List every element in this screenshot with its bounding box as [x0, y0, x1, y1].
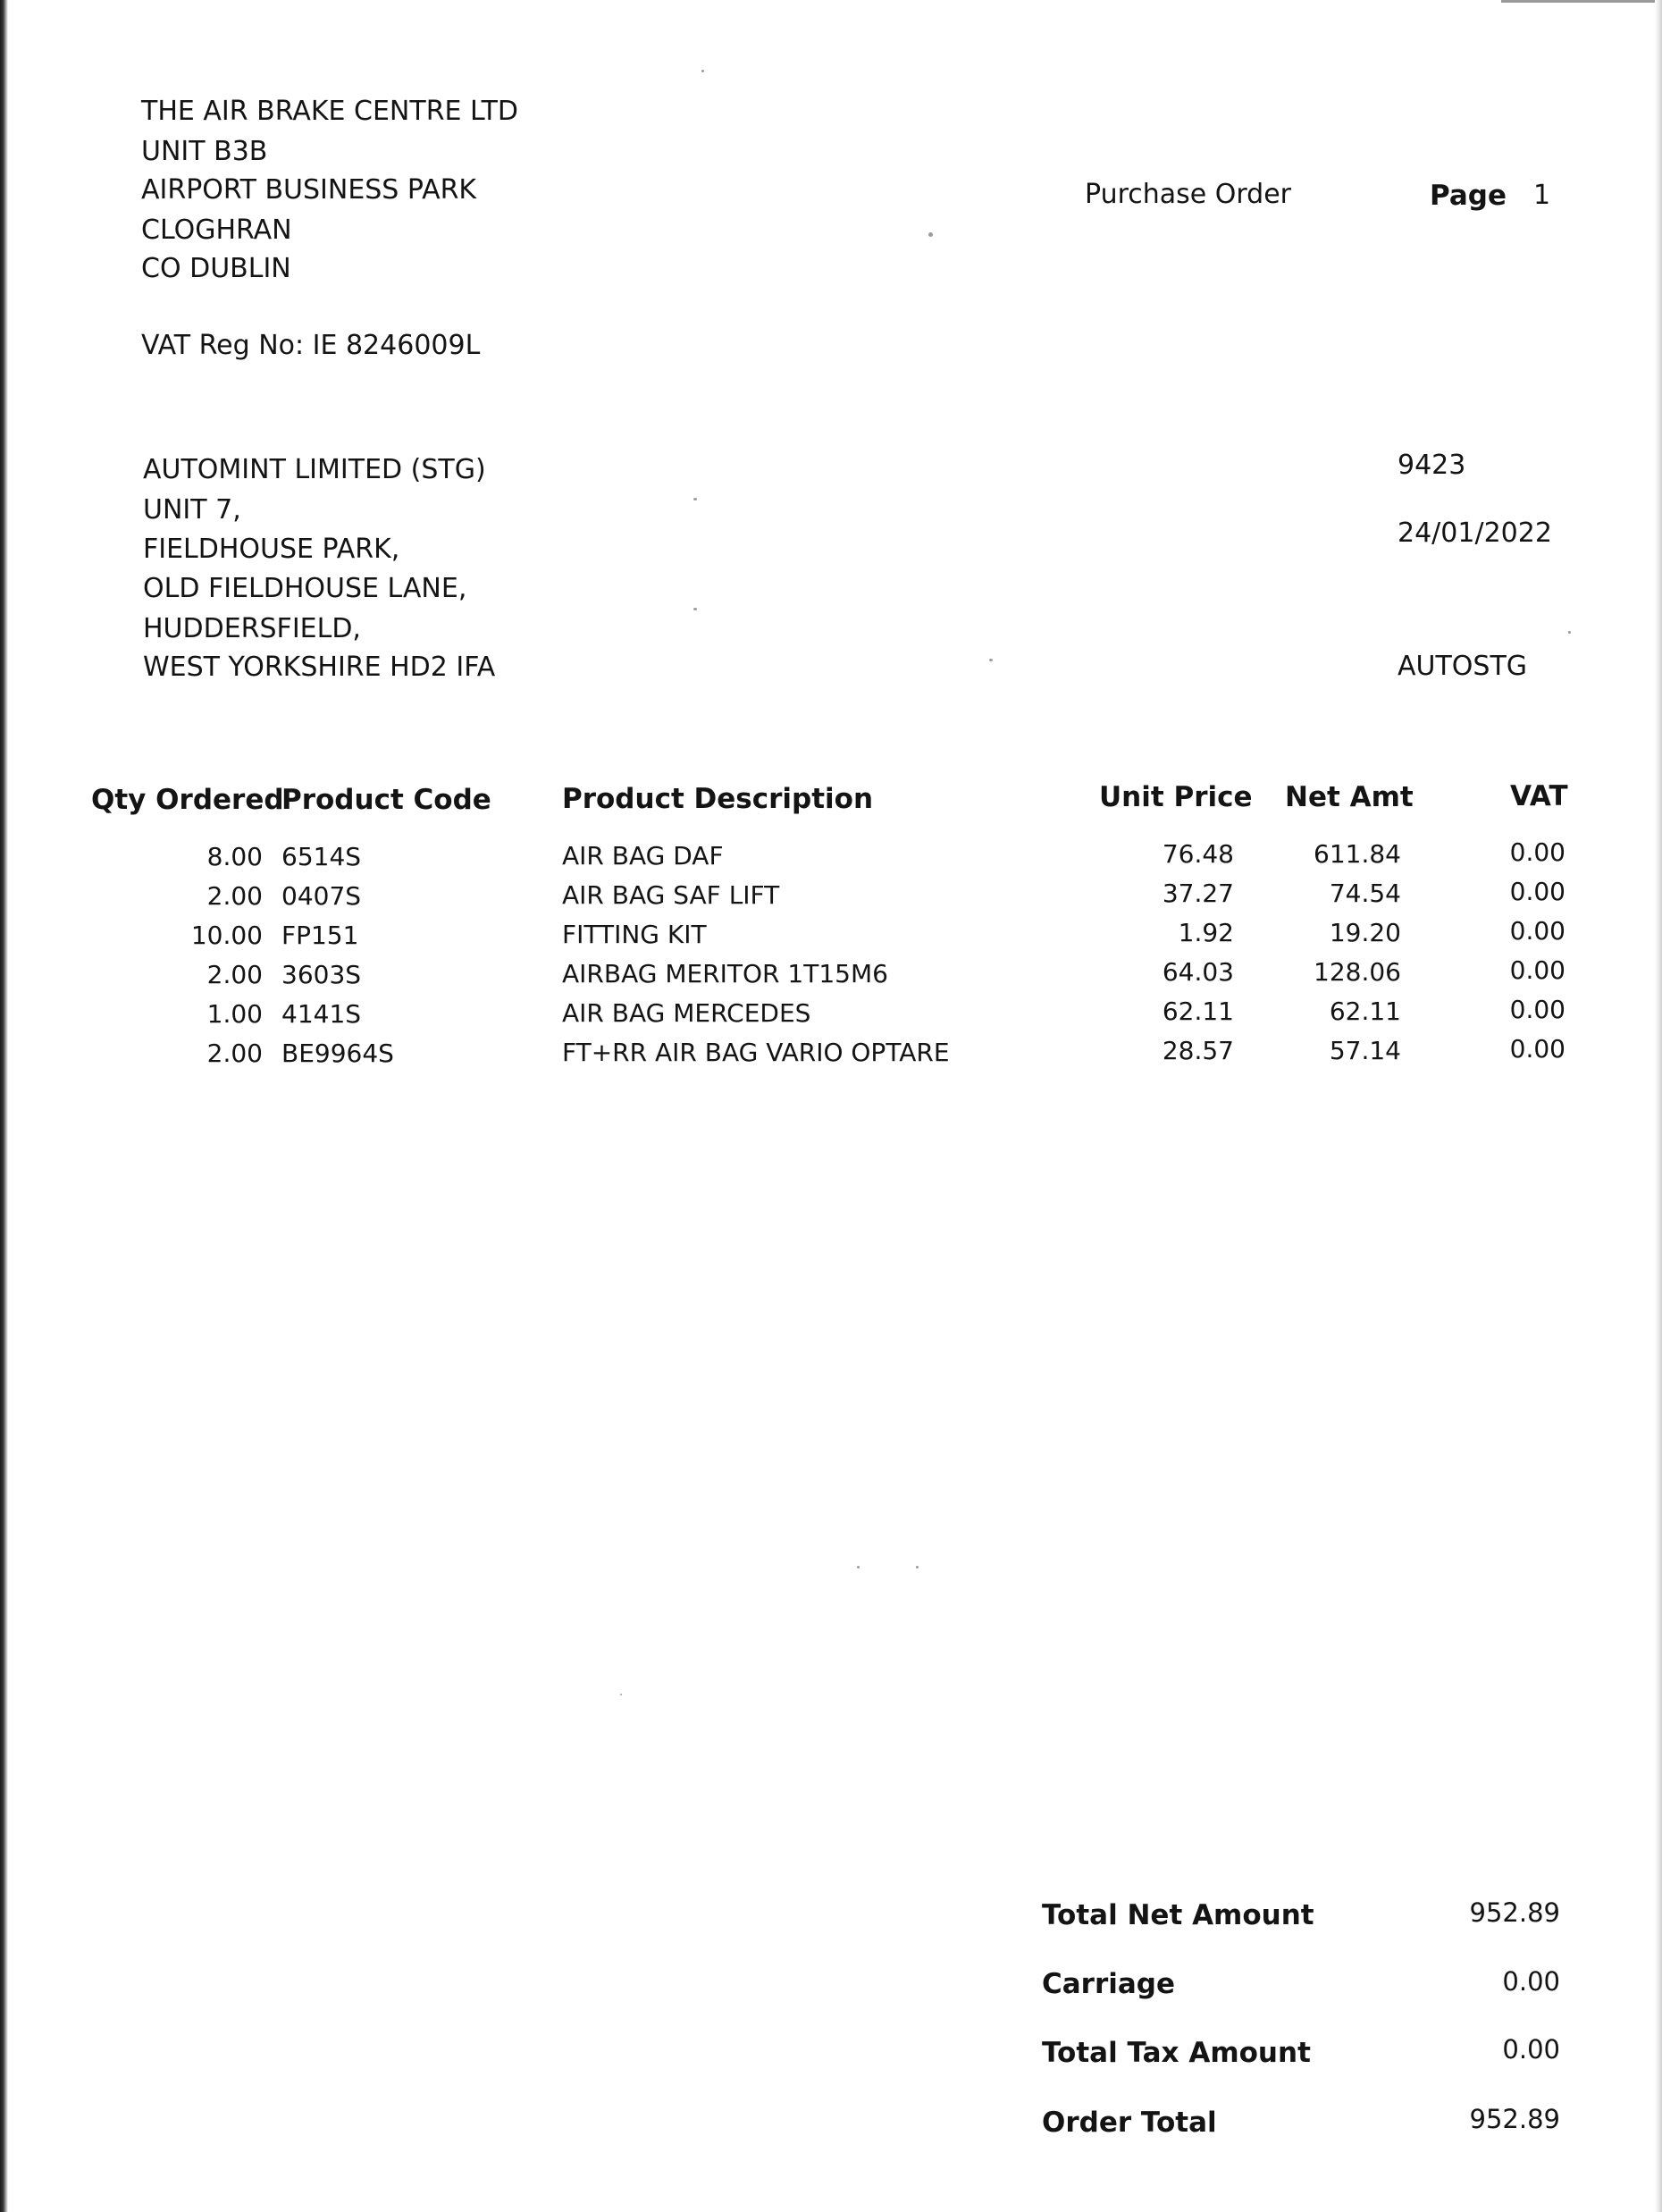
vat-cell: 0.00	[1509, 1034, 1565, 1064]
unit-price-cell: 64.03	[1162, 957, 1234, 987]
scan-speck	[1568, 631, 1571, 634]
description-cell: AIRBAG MERITOR 1T15M6	[562, 959, 888, 988]
unit-price-cell: 1.92	[1178, 918, 1234, 947]
carriage-label: Carriage	[1042, 1968, 1176, 2000]
header-product-code: Product Code	[281, 784, 491, 816]
net-amt-cell: 19.20	[1329, 918, 1401, 947]
supplier-address-line: CO DUBLIN	[141, 253, 291, 284]
vat-cell: 0.00	[1509, 955, 1565, 985]
net-amt-cell: 74.54	[1329, 879, 1401, 908]
recipient-name: AUTOMINT LIMITED (STG)	[143, 454, 486, 485]
supplier-address-line: AIRPORT BUSINESS PARK	[141, 174, 477, 206]
product-code-cell: 4141S	[281, 999, 362, 1029]
recipient-address-line: UNIT 7,	[143, 494, 241, 526]
description-cell: AIR BAG MERCEDES	[562, 998, 811, 1028]
order-total-label: Order Total	[1042, 2107, 1217, 2139]
order-number: 9423	[1398, 450, 1466, 481]
recipient-address-line: FIELDHOUSE PARK,	[143, 534, 400, 565]
carriage-value: 0.00	[1502, 1966, 1560, 1997]
table-row	[0, 1034, 1662, 1078]
total-tax-amount-label: Total Tax Amount	[1042, 2037, 1311, 2069]
header-unit-price: Unit Price	[1099, 781, 1253, 813]
product-code-cell: 3603S	[281, 960, 362, 989]
vat-reg-number: VAT Reg No: IE 8246009L	[141, 330, 481, 361]
total-tax-amount-value: 0.00	[1502, 2034, 1560, 2065]
total-net-amount-value: 952.89	[1469, 1897, 1560, 1928]
table-row	[0, 837, 1662, 881]
qty-cell: 10.00	[190, 921, 263, 950]
recipient-address-line: OLD FIELDHOUSE LANE,	[143, 573, 467, 604]
scan-speck	[693, 608, 697, 610]
scan-edge-left	[0, 0, 8, 2212]
table-row	[0, 955, 1662, 999]
order-date: 24/01/2022	[1398, 517, 1552, 549]
unit-price-cell: 76.48	[1162, 839, 1234, 869]
account-code: AUTOSTG	[1398, 651, 1528, 682]
page-number: 1	[1533, 180, 1551, 211]
qty-cell: 1.00	[206, 999, 263, 1029]
scan-speck	[928, 232, 933, 237]
unit-price-cell: 62.11	[1162, 997, 1234, 1026]
page-label: Page	[1430, 180, 1507, 212]
order-total-value: 952.89	[1469, 2104, 1560, 2134]
description-cell: AIR BAG SAF LIFT	[562, 880, 780, 910]
total-net-amount-label: Total Net Amount	[1042, 1899, 1314, 1931]
scan-speck	[916, 1566, 919, 1569]
qty-cell: 2.00	[206, 960, 263, 989]
product-code-cell: 0407S	[281, 881, 362, 911]
description-cell: FITTING KIT	[562, 920, 707, 949]
vat-cell: 0.00	[1509, 995, 1565, 1024]
vat-cell: 0.00	[1509, 837, 1565, 867]
header-qty-ordered: Qty Ordered	[91, 784, 284, 816]
vat-cell: 0.00	[1509, 877, 1565, 906]
net-amt-cell: 62.11	[1329, 997, 1401, 1026]
recipient-address-line: WEST YORKSHIRE HD2 IFA	[143, 652, 496, 683]
header-net-amt: Net Amt	[1285, 781, 1414, 813]
net-amt-cell: 57.14	[1329, 1036, 1401, 1065]
unit-price-cell: 37.27	[1162, 879, 1234, 908]
net-amt-cell: 611.84	[1314, 839, 1401, 869]
recipient-address-line: HUDDERSFIELD,	[143, 613, 361, 644]
supplier-address-line: CLOGHRAN	[141, 214, 292, 246]
description-cell: AIR BAG DAF	[562, 841, 724, 871]
description-cell: FT+RR AIR BAG VARIO OPTARE	[562, 1038, 950, 1067]
table-row	[0, 916, 1662, 960]
vat-cell: 0.00	[1509, 916, 1565, 946]
header-product-description: Product Description	[562, 783, 874, 815]
table-row	[0, 995, 1662, 1039]
scan-speck	[620, 1694, 622, 1695]
qty-cell: 8.00	[206, 842, 263, 871]
document-title: Purchase Order	[1085, 179, 1292, 210]
product-code-cell: BE9964S	[281, 1039, 394, 1068]
table-row	[0, 877, 1662, 921]
scan-speck	[857, 1566, 860, 1569]
scan-edge-right	[1655, 0, 1662, 2212]
supplier-address-line: UNIT B3B	[141, 136, 268, 167]
net-amt-cell: 128.06	[1314, 957, 1401, 987]
product-code-cell: 6514S	[281, 842, 362, 871]
scan-speck	[693, 498, 697, 500]
qty-cell: 2.00	[206, 1039, 263, 1068]
scan-speck	[989, 659, 993, 661]
qty-cell: 2.00	[206, 881, 263, 911]
scan-edge-top	[1501, 0, 1662, 3]
product-code-cell: FP151	[281, 921, 359, 950]
scan-speck	[701, 70, 704, 72]
header-vat: VAT	[1510, 780, 1568, 812]
unit-price-cell: 28.57	[1162, 1036, 1234, 1065]
supplier-name: THE AIR BRAKE CENTRE LTD	[141, 96, 519, 127]
